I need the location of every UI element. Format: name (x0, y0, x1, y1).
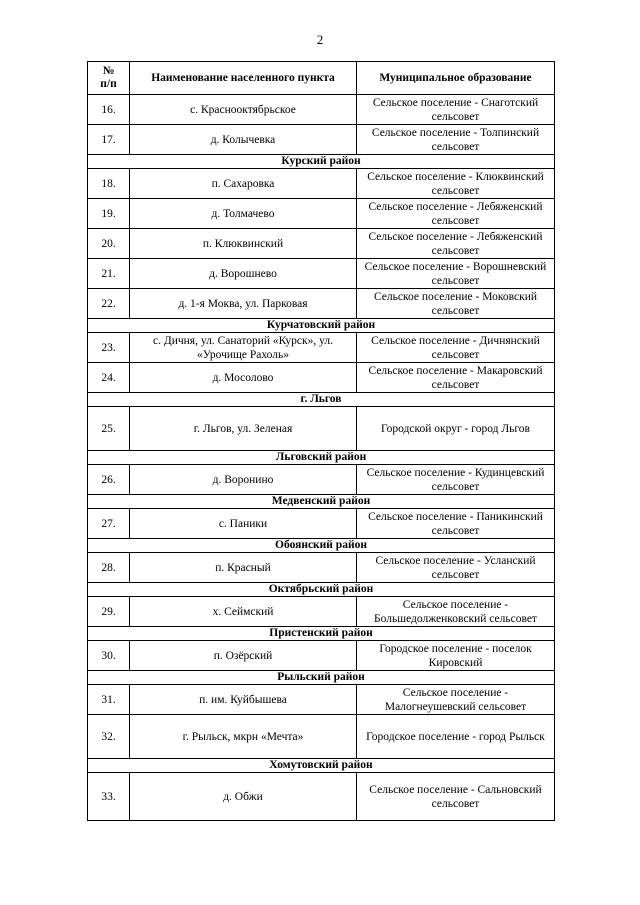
header-number: № п/п (88, 62, 130, 95)
district-title: Рыльский район (88, 671, 555, 685)
row-number: 27. (88, 509, 130, 539)
table-row (88, 289, 555, 319)
settlement-name: п. Озёрский (130, 641, 357, 671)
municipality-name: Сельское поселение - Большедолженковский сельсовет (357, 597, 555, 627)
row-number: 33. (88, 773, 130, 821)
district-title: Медвенский район (88, 495, 555, 509)
settlement-name: п. Сахаровка (130, 169, 357, 199)
row-number: 18. (88, 169, 130, 199)
district-title: Льговский район (88, 451, 555, 465)
row-number: 21. (88, 259, 130, 289)
settlement-name: с. Паники (130, 509, 357, 539)
settlement-name: д. Мосолово (130, 363, 357, 393)
settlement-name: д. Воронино (130, 465, 357, 495)
table-row (88, 95, 555, 125)
table-body (88, 95, 555, 821)
settlement-name: с. Дичня, ул. Санаторий «Курск», ул. «Урочище Рахоль» (130, 333, 357, 363)
district-header-row (88, 155, 555, 169)
row-number: 26. (88, 465, 130, 495)
settlement-name: п. Красный (130, 553, 357, 583)
district-title: Обоянский район (88, 539, 555, 553)
settlement-name: п. Клюквинский (130, 229, 357, 259)
row-number: 19. (88, 199, 130, 229)
district-title: Курский район (88, 155, 555, 169)
row-number: 16. (88, 95, 130, 125)
row-number: 32. (88, 715, 130, 759)
municipality-name: Сельское поселение - Толпинский сельсовет (357, 125, 555, 155)
district-title: Хомутовский район (88, 759, 555, 773)
table-row (88, 597, 555, 627)
municipality-name: Сельское поселение - Кудинцевский сельсовет (357, 465, 555, 495)
settlement-name: х. Сеймский (130, 597, 357, 627)
table-row (88, 333, 555, 363)
table-row (88, 169, 555, 199)
row-number: 23. (88, 333, 130, 363)
municipality-name: Сельское поселение - Клюквинский сельсовет (357, 169, 555, 199)
district-title: Октябрьский район (88, 583, 555, 597)
settlement-name: г. Рыльск, мкрн «Мечта» (130, 715, 357, 759)
row-number: 28. (88, 553, 130, 583)
table-row (88, 259, 555, 289)
row-number: 30. (88, 641, 130, 671)
district-title: Курчатовский район (88, 319, 555, 333)
municipality-name: Сельское поселение - Макаровский сельсовет (357, 363, 555, 393)
settlement-name: с. Краснооктябрьское (130, 95, 357, 125)
table-row (88, 407, 555, 451)
settlement-name: д. 1-я Моква, ул. Парковая (130, 289, 357, 319)
table-row (88, 553, 555, 583)
district-header-row (88, 671, 555, 685)
district-header-row (88, 393, 555, 407)
district-title: Пристенский район (88, 627, 555, 641)
settlement-name: д. Колычевка (130, 125, 357, 155)
settlements-table (87, 61, 555, 821)
table-row (88, 715, 555, 759)
row-number: 20. (88, 229, 130, 259)
district-header-row (88, 539, 555, 553)
table-row (88, 685, 555, 715)
municipality-name: Городское поселение - город Рыльск (357, 715, 555, 759)
table-row (88, 773, 555, 821)
settlement-name: г. Льгов, ул. Зеленая (130, 407, 357, 451)
row-number: 24. (88, 363, 130, 393)
table-row (88, 465, 555, 495)
header-municipality: Муниципальное образование (357, 62, 555, 95)
district-title: г. Льгов (88, 393, 555, 407)
row-number: 17. (88, 125, 130, 155)
page-number: 2 (316, 32, 324, 47)
municipality-name: Сельское поселение - Лебяженский сельсовет (357, 229, 555, 259)
table-row (88, 509, 555, 539)
settlement-name: п. им. Куйбышева (130, 685, 357, 715)
municipality-name: Городское поселение - поселок Кировский (357, 641, 555, 671)
municipality-name: Городской округ - город Льгов (357, 407, 555, 451)
row-number: 22. (88, 289, 130, 319)
table-row (88, 199, 555, 229)
district-header-row (88, 583, 555, 597)
municipality-name: Сельское поселение - Паникинский сельсовет (357, 509, 555, 539)
municipality-name: Сельское поселение - Сальновский сельсовет (357, 773, 555, 821)
table-row (88, 641, 555, 671)
table-row (88, 229, 555, 259)
settlement-name: д. Толмачево (130, 199, 357, 229)
row-number: 31. (88, 685, 130, 715)
settlement-name: д. Ворошнево (130, 259, 357, 289)
table-row (88, 363, 555, 393)
municipality-name: Сельское поселение - Малогнеушевский сельсовет (357, 685, 555, 715)
table-row (88, 125, 555, 155)
settlement-name: д. Обжи (130, 773, 357, 821)
row-number: 29. (88, 597, 130, 627)
municipality-name: Сельское поселение - Лебяженский сельсовет (357, 199, 555, 229)
header-settlement-name: Наименование населенного пункта (130, 62, 357, 95)
municipality-name: Сельское поселение - Усланский сельсовет (357, 553, 555, 583)
table-header-row (88, 62, 555, 95)
municipality-name: Сельское поселение - Ворошневский сельсовет (357, 259, 555, 289)
district-header-row (88, 319, 555, 333)
municipality-name: Сельское поселение - Моковский сельсовет (357, 289, 555, 319)
district-header-row (88, 759, 555, 773)
row-number: 25. (88, 407, 130, 451)
district-header-row (88, 451, 555, 465)
municipality-name: Сельское поселение - Дичнянский сельсовет (357, 333, 555, 363)
district-header-row (88, 495, 555, 509)
district-header-row (88, 627, 555, 641)
municipality-name: Сельское поселение - Снаготский сельсовет (357, 95, 555, 125)
